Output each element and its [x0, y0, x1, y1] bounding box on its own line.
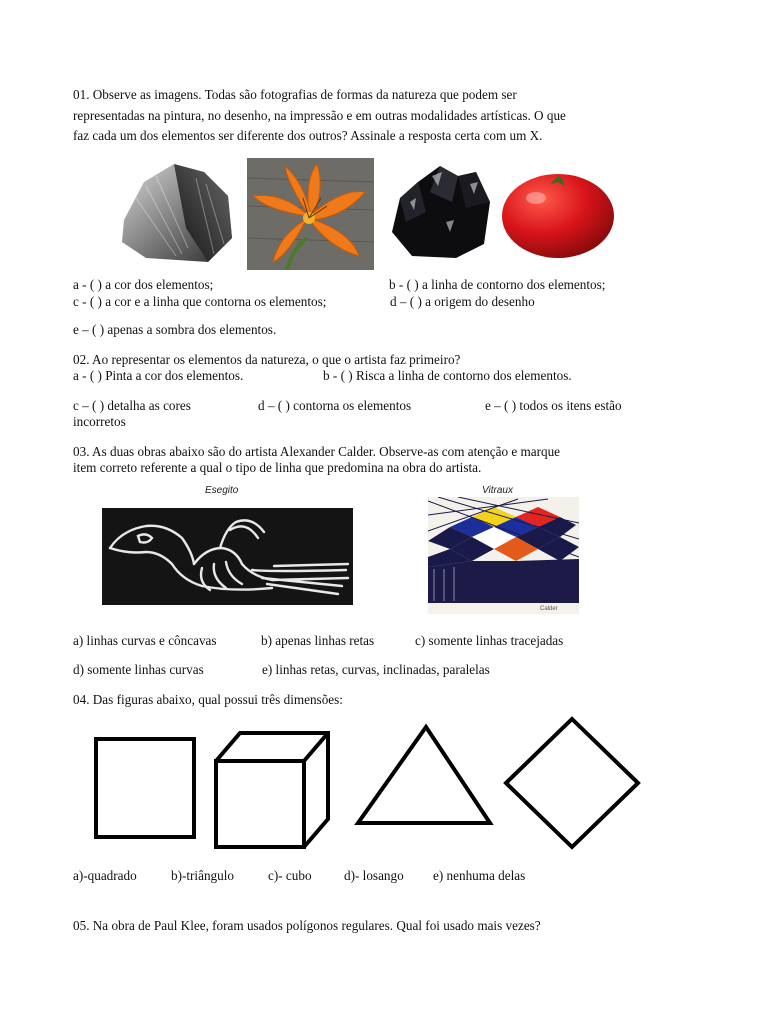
triangle-shape — [358, 727, 490, 823]
q2-option-d: d – ( ) contorna os elementos — [258, 398, 412, 413]
q1-option-e: e – ( ) apenas a sombra dos elementos. — [73, 322, 277, 337]
q3-option-d: d) somente linhas curvas — [73, 662, 204, 677]
cube-shape — [216, 733, 328, 847]
obsidian-photo — [386, 162, 492, 260]
q2-question: 02. Ao representar os elementos da natureza, o que o artista faz primeiro? — [73, 352, 461, 367]
tomato-photo — [500, 170, 616, 260]
q3-line-1: 03. As duas obras abaixo são do artista Alexander Calder. Observe-as com atenção e marque — [73, 444, 561, 459]
q2-option-e: e – ( ) todos os itens estão — [485, 398, 622, 413]
q1-option-d: d – ( ) a origem do desenho — [390, 294, 535, 309]
q1-line-2: representadas na pintura, no desenho, na impressão e em outras modalidades artísticas. O que — [73, 108, 566, 123]
q1-line-3: faz cada um dos elementos ser diferente dos outros? Assinale a resposta certa com um X. — [73, 128, 543, 143]
q3-option-e: e) linhas retas, curvas, inclinadas, paralelas — [262, 662, 490, 677]
q4-option-e: e) nenhuma delas — [433, 868, 526, 883]
q3-option-b: b) apenas linhas retas — [261, 633, 375, 648]
q2-option-a: a - ( ) Pinta a cor dos elementos. — [73, 368, 244, 383]
q1-option-a: a - ( ) a cor dos elementos; — [73, 277, 214, 292]
vitraux-artwork — [428, 497, 579, 614]
lily-flower-photo — [247, 158, 374, 270]
vitraux-signature: Calder — [540, 606, 558, 612]
square-shape — [96, 739, 194, 837]
q4-option-c: c)- cubo — [268, 868, 312, 883]
q1-option-b: b - ( ) a linha de contorno dos elementos; — [389, 277, 606, 292]
q2-option-c: c – ( ) detalha as cores — [73, 398, 191, 413]
q1-option-c: c - ( ) a cor e a linha que contorna os elementos; — [73, 294, 327, 309]
q3-option-a: a) linhas curvas e côncavas — [73, 633, 217, 648]
diamond-shape — [506, 719, 638, 847]
q4-option-d: d)- losango — [344, 868, 404, 883]
q1-line-1: 01. Observe as imagens. Todas são fotografias de formas da natureza que podem ser — [73, 87, 517, 102]
q4-option-a: a)-quadrado — [73, 868, 137, 883]
q2-option-b: b - ( ) Risca a linha de contorno dos elementos. — [323, 368, 572, 383]
q3-option-c: c) somente linhas tracejadas — [415, 633, 564, 648]
rock-photo — [116, 158, 236, 268]
q4-option-b: b)-triângulo — [171, 868, 234, 883]
q4-question: 04. Das figuras abaixo, qual possui três dimensões: — [73, 692, 343, 707]
caption-vitraux: Vitraux — [482, 485, 513, 496]
esegito-artwork — [102, 508, 353, 605]
q2-option-e-cont: incorretos — [73, 414, 126, 429]
caption-esegito: Esegito — [205, 485, 239, 496]
q3-line-2: item correto referente a qual o tipo de linha que predomina na obra do artista. — [73, 460, 482, 475]
shapes-figure — [90, 715, 650, 855]
q5-question: 05. Na obra de Paul Klee, foram usados polígonos regulares. Qual foi usado mais vezes? — [73, 918, 541, 933]
